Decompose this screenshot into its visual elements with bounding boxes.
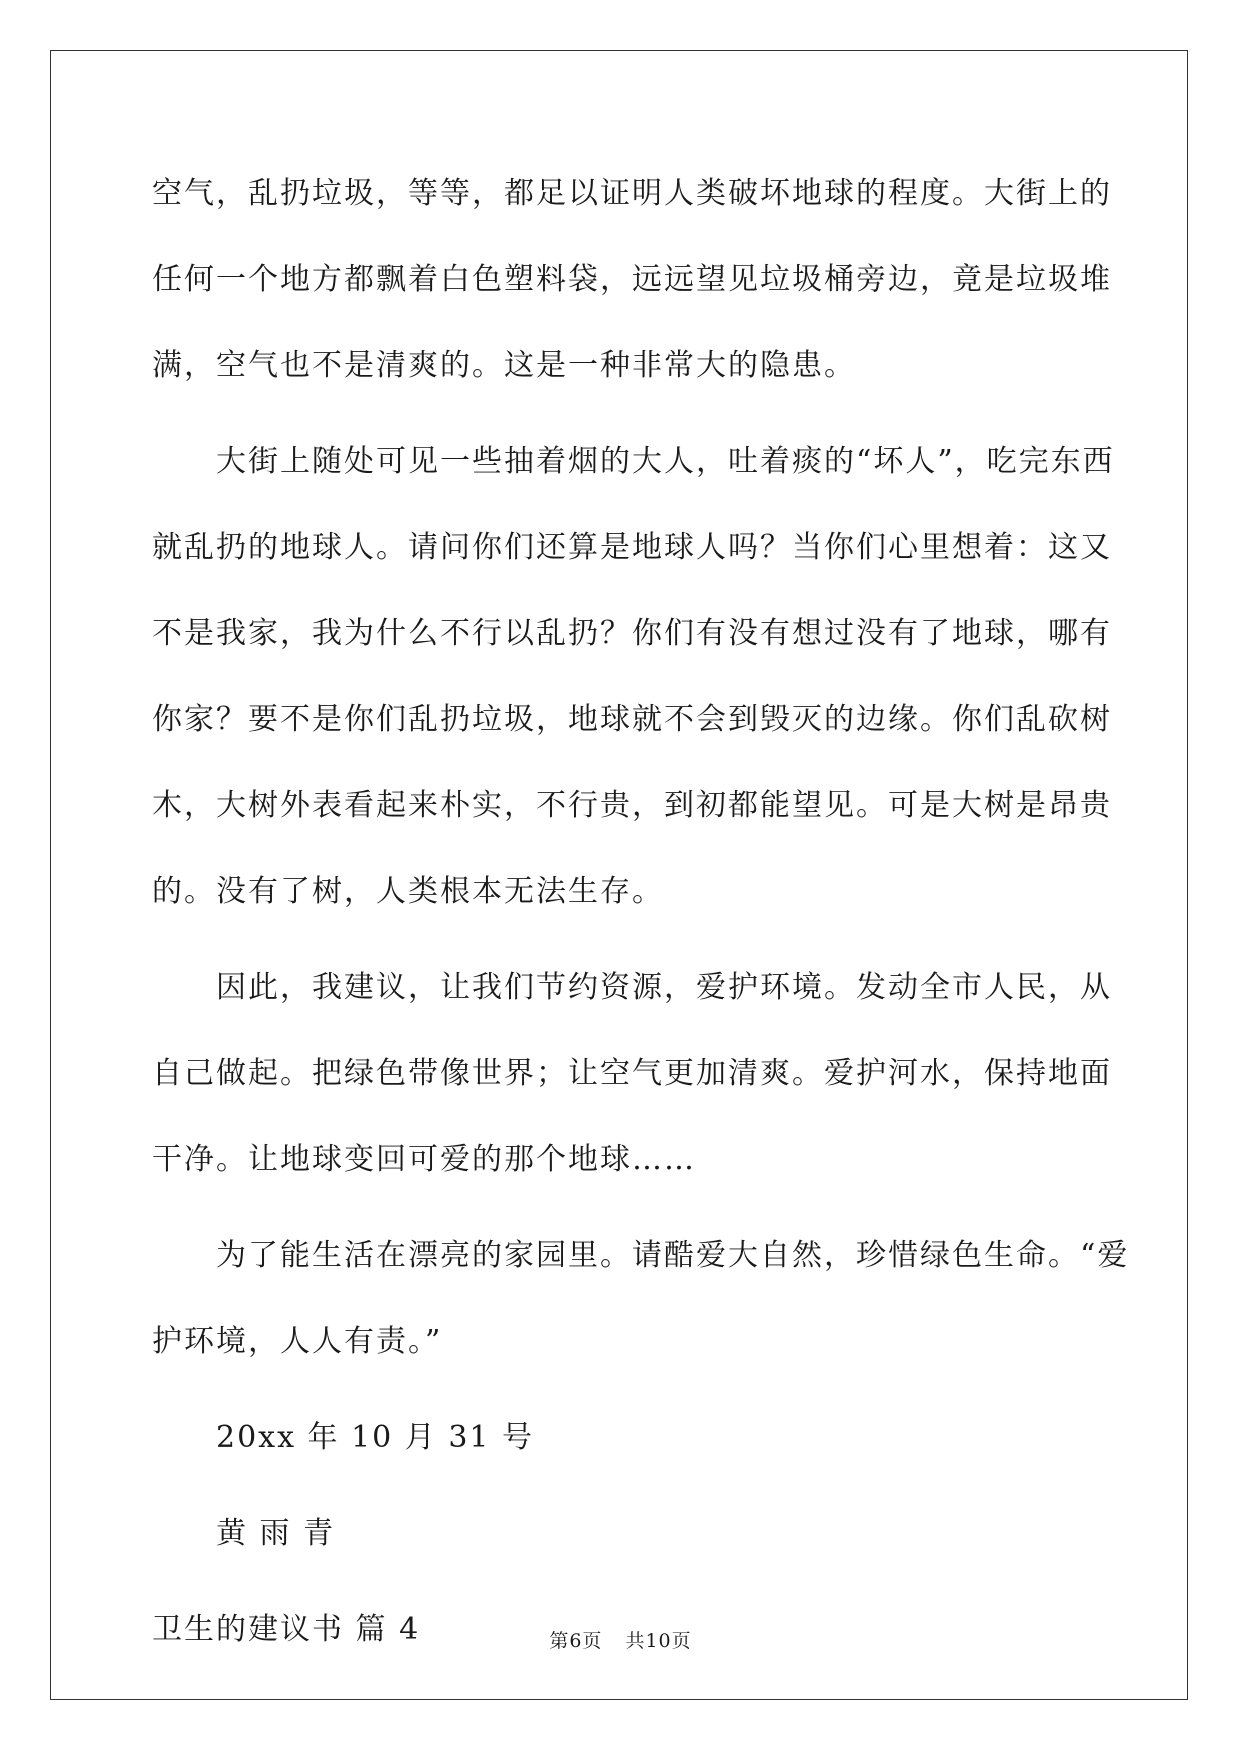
signature-line: 黄 雨 青: [152, 1516, 336, 1551]
text-line: 自己做起。把绿色带像世界；让空气更加清爽。爱护河水，保持地面: [152, 1056, 1112, 1091]
paragraph-spacer: [152, 418, 1088, 428]
paragraph-spacer: [152, 1212, 1088, 1222]
text-line: 任何一个地方都飘着白色塑料袋，远远望见垃圾桶旁边，竟是垃圾堆: [152, 262, 1112, 297]
paragraph-spacer: [152, 1394, 1088, 1404]
text-line: 护环境，人人有责。”: [152, 1324, 443, 1359]
page-number: 第6页: [549, 1630, 603, 1652]
text-line: 的。没有了树，人类根本无法生存。: [152, 874, 664, 909]
section-heading: 卫生的建议书 篇 4: [152, 1612, 421, 1647]
text-line: 不是我家，我为什么不行以乱扔？你们有没有想过没有了地球，哪有: [152, 616, 1112, 651]
text-line: 木，大树外表看起来朴实，不行贵，到初都能望见。可是大树是昂贵: [152, 788, 1112, 823]
paragraph-spacer: [152, 944, 1088, 954]
page-total: 共10页: [625, 1630, 692, 1652]
text-line: 空气，乱扔垃圾，等等，都足以证明人类破坏地球的程度。大街上的: [152, 176, 1112, 211]
document-body: [152, 160, 1130, 1682]
text-line: 为了能生活在漂亮的家园里。请酷爱大自然，珍惜绿色生命。“爱: [152, 1238, 1130, 1273]
page-footer: [0, 1626, 1241, 1653]
paragraph-spacer: [152, 1490, 1088, 1500]
text-line: 干净。让地球变回可爱的那个地球……: [152, 1142, 696, 1177]
text-line: 就乱扔的地球人。请问你们还算是地球人吗？当你们心里想着：这又: [152, 530, 1112, 565]
paragraph-spacer: [152, 1586, 1088, 1596]
text-line: 因此，我建议，让我们节约资源，爱护环境。发动全市人民，从: [152, 970, 1112, 1005]
text-line: 你家？要不是你们乱扔垃圾，地球就不会到毁灭的边缘。你们乱砍树: [152, 702, 1112, 737]
text-line: 满，空气也不是清爽的。这是一种非常大的隐患。: [152, 348, 856, 383]
text-line: 大街上随处可见一些抽着烟的大人，吐着痰的“坏人”，吃完东西: [152, 444, 1115, 479]
date-line: 20xx 年 10 月 31 号: [152, 1420, 535, 1455]
